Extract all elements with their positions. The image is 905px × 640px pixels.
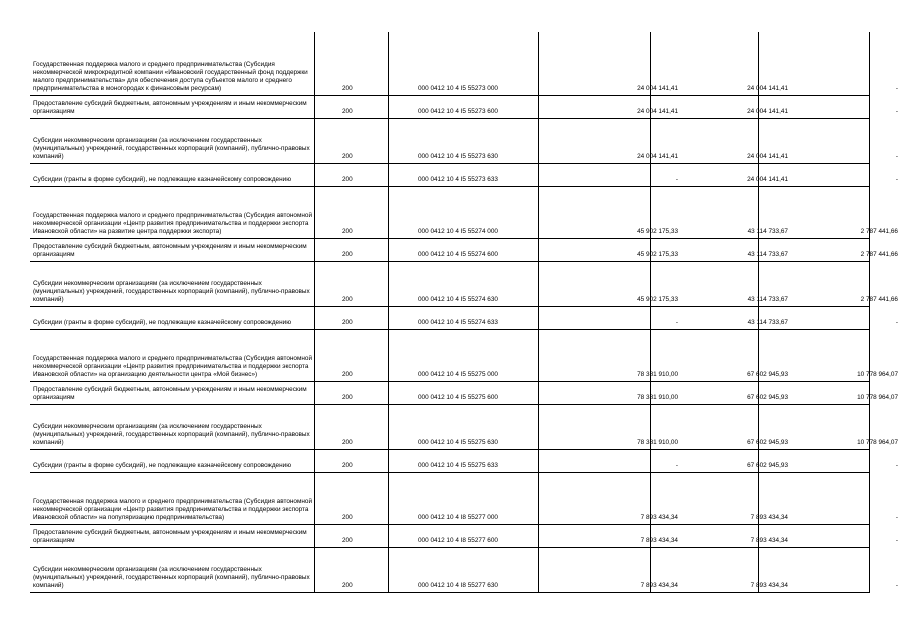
row-budget-code: 000 0412 10 4 I5 55273 600 [418, 108, 498, 115]
row-unexecuted-amount: - [895, 176, 898, 183]
row-line-code: 200 [342, 153, 353, 160]
row-name: Субсидии некоммерческим организациям (за исключением государственных (муниципальных) учреждений, государственных корпораций (компаний), публично-правовых компаний) [33, 137, 310, 160]
row-unexecuted-amount: - [895, 514, 898, 521]
row-unexecuted-amount: 10 778 964,07 [857, 371, 898, 378]
row-executed-amount: 67 602 945,93 [747, 394, 788, 401]
row-executed-amount: 43 114 733,67 [747, 251, 788, 258]
row-name: Предоставление субсидий бюджетным, автономным учреждениям и иным некоммерческим организациям [33, 100, 307, 115]
row-name: Субсидии некоммерческим организациям (за исключением государственных (муниципальных) учреждений, государственных корпораций (компаний), публично-правовых компаний) [33, 566, 310, 589]
row-unexecuted-amount: 2 787 441,66 [860, 296, 898, 303]
row-executed-amount: 43 114 733,67 [747, 228, 788, 235]
table-row [30, 32, 898, 96]
row-budget-code: 000 0412 10 4 I5 55273 630 [418, 153, 498, 160]
table-row [30, 473, 898, 525]
row-name: Предоставление субсидий бюджетным, автономным учреждениям и иным некоммерческим организациям [33, 386, 307, 401]
row-executed-amount: 24 004 141,41 [747, 108, 788, 115]
row-line-code: 200 [342, 176, 353, 183]
row-name: Предоставление субсидий бюджетным, автономным учреждениям и иным некоммерческим организациям [33, 243, 307, 258]
row-executed-amount: 43 114 733,67 [747, 296, 788, 303]
row-line-code: 200 [342, 582, 353, 589]
row-executed-amount: 67 602 945,93 [747, 462, 788, 469]
table-row [30, 405, 898, 450]
row-line-code: 200 [342, 319, 353, 326]
row-line-code: 200 [342, 371, 353, 378]
row-budget-code: 000 0412 10 4 I8 55277 600 [418, 537, 498, 544]
row-executed-amount: 43 114 733,67 [747, 319, 788, 326]
row-budget-code: 000 0412 10 4 I5 55273 633 [418, 176, 498, 183]
row-name: Субсидии (гранты в форме субсидий), не подлежащие казначейскому сопровождению [33, 319, 291, 326]
row-line-code: 200 [342, 462, 353, 469]
row-unexecuted-amount: 10 778 964,07 [857, 394, 898, 401]
row-executed-amount: 7 893 434,34 [750, 537, 788, 544]
row-unexecuted-amount: - [895, 153, 898, 160]
row-approved-amount: 7 893 434,34 [640, 582, 678, 589]
row-approved-amount: 45 902 175,33 [637, 296, 678, 303]
row-budget-code: 000 0412 10 4 I5 55273 000 [418, 85, 498, 92]
row-name: Государственная поддержка малого и среднего предпринимательства (Субсидия автономной некоммерческой организации «Центр развития предпринимательства и поддержки экспорта Ивановской области» на популяризацию предпринимательства) [33, 498, 313, 521]
row-name: Предоставление субсидий бюджетным, автономным учреждениям и иным некоммерческим организациям [33, 529, 307, 544]
row-unexecuted-amount: - [895, 537, 898, 544]
row-divider [30, 592, 870, 593]
table-row [30, 382, 898, 405]
row-approved-amount: 45 902 175,33 [637, 228, 678, 235]
row-budget-code: 000 0412 10 4 I5 55274 600 [418, 251, 498, 258]
table-row [30, 187, 898, 239]
row-approved-amount: - [675, 462, 678, 469]
table-row [30, 307, 898, 330]
row-budget-code: 000 0412 10 4 I5 55274 633 [418, 319, 498, 326]
table-row [30, 96, 898, 119]
table-row [30, 330, 898, 382]
row-budget-code: 000 0412 10 4 I5 55275 600 [418, 394, 498, 401]
row-approved-amount: - [675, 176, 678, 183]
row-executed-amount: 7 893 434,34 [750, 514, 788, 521]
row-budget-code: 000 0412 10 4 I8 55277 630 [418, 582, 498, 589]
row-line-code: 200 [342, 537, 353, 544]
row-budget-code: 000 0412 10 4 I5 55274 630 [418, 296, 498, 303]
row-line-code: 200 [342, 108, 353, 115]
row-executed-amount: 67 602 945,93 [747, 439, 788, 446]
row-line-code: 200 [342, 514, 353, 521]
row-approved-amount: 78 381 910,00 [637, 439, 678, 446]
row-executed-amount: 24 004 141,41 [747, 85, 788, 92]
row-executed-amount: 7 893 434,34 [750, 582, 788, 589]
row-unexecuted-amount: - [895, 319, 898, 326]
row-budget-code: 000 0412 10 4 I5 55275 633 [418, 462, 498, 469]
row-approved-amount: 78 381 910,00 [637, 371, 678, 378]
table-row [30, 239, 898, 262]
row-approved-amount: 24 004 141,41 [637, 153, 678, 160]
row-line-code: 200 [342, 439, 353, 446]
row-line-code: 200 [342, 228, 353, 235]
row-unexecuted-amount: 10 778 964,07 [857, 439, 898, 446]
row-approved-amount: 78 381 910,00 [637, 394, 678, 401]
table-row [30, 450, 898, 473]
table-row [30, 164, 898, 187]
table-row [30, 548, 898, 593]
row-name: Субсидии некоммерческим организациям (за исключением государственных (муниципальных) учреждений, государственных корпораций (компаний), публично-правовых компаний) [33, 423, 310, 446]
row-unexecuted-amount: - [895, 85, 898, 92]
row-approved-amount: 7 893 434,34 [640, 514, 678, 521]
row-budget-code: 000 0412 10 4 I5 55275 630 [418, 439, 498, 446]
row-line-code: 200 [342, 394, 353, 401]
row-budget-code: 000 0412 10 4 I5 55275 000 [418, 371, 498, 378]
row-unexecuted-amount: - [895, 582, 898, 589]
row-name: Субсидии некоммерческим организациям (за исключением государственных (муниципальных) учреждений, государственных корпораций (компаний), публично-правовых компаний) [33, 280, 310, 303]
row-unexecuted-amount: - [895, 108, 898, 115]
row-approved-amount: - [675, 319, 678, 326]
row-line-code: 200 [342, 296, 353, 303]
row-budget-code: 000 0412 10 4 I8 55277 000 [418, 514, 498, 521]
table-row [30, 119, 898, 164]
row-unexecuted-amount: - [895, 462, 898, 469]
row-unexecuted-amount: 2 787 441,66 [860, 228, 898, 235]
row-line-code: 200 [342, 85, 353, 92]
row-name: Государственная поддержка малого и среднего предпринимательства (Субсидия автономной некоммерческой организации «Центр развития предпринимательства и поддержки экспорта Ивановской области» на организацию деятельности центра «Мой бизнес») [33, 355, 313, 378]
row-name: Государственная поддержка малого и среднего предпринимательства (Субсидия автономной некоммерческой организации «Центр развития предпринимательства и поддержки экспорта Ивановской области» на развитие центра поддержки экспорта) [33, 212, 313, 235]
row-approved-amount: 7 893 434,34 [640, 537, 678, 544]
row-executed-amount: 24 004 141,41 [747, 153, 788, 160]
row-name: Государственная поддержка малого и среднего предпринимательства (Субсидия некоммерческой микрокредитной компании «Ивановский государственный фонд поддержки малого предпринимательства» для обеспечения доступа субъектов малого и среднего предпринимательства в моногородах к финансовым ресурсам) [33, 61, 308, 92]
row-executed-amount: 24 004 141,41 [747, 176, 788, 183]
row-line-code: 200 [342, 251, 353, 258]
row-approved-amount: 24 004 141,41 [637, 108, 678, 115]
row-unexecuted-amount: 2 787 441,66 [860, 251, 898, 258]
table-row [30, 525, 898, 548]
row-budget-code: 000 0412 10 4 I5 55274 000 [418, 228, 498, 235]
row-approved-amount: 45 902 175,33 [637, 251, 678, 258]
table-row [30, 262, 898, 307]
row-executed-amount: 67 602 945,93 [747, 371, 788, 378]
row-name: Субсидии (гранты в форме субсидий), не подлежащие казначейскому сопровождению [33, 176, 291, 183]
row-approved-amount: 24 004 141,41 [637, 85, 678, 92]
row-name: Субсидии (гранты в форме субсидий), не подлежащие казначейскому сопровождению [33, 462, 291, 469]
